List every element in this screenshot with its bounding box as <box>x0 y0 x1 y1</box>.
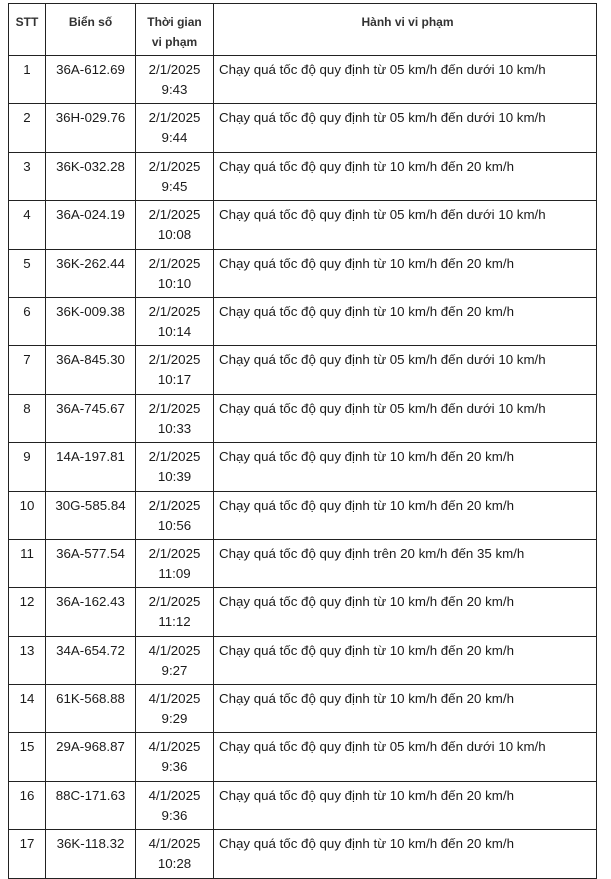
table-row <box>9 685 597 733</box>
cell-violation: Chạy quá tốc độ quy định từ 10 km/h đến 20 km/h <box>214 297 597 345</box>
cell-clock: 10:08 <box>157 227 192 243</box>
cell-stt: 1 <box>9 56 46 104</box>
cell-time <box>136 56 214 104</box>
table-row <box>9 104 597 152</box>
cell-violation: Chạy quá tốc độ quy định từ 05 km/h đến dưới 10 km/h <box>214 104 597 152</box>
cell-violation: Chạy quá tốc độ quy định từ 10 km/h đến 20 km/h <box>214 830 597 878</box>
cell-clock: 9:36 <box>161 807 188 823</box>
cell-plate: 36A-024.19 <box>46 201 136 249</box>
cell-time <box>136 733 214 781</box>
cell-date: 2/1/2025 <box>148 62 201 77</box>
table-row <box>9 443 597 491</box>
cell-violation: Chạy quá tốc độ quy định từ 10 km/h đến 20 km/h <box>214 443 597 491</box>
cell-time <box>136 297 214 345</box>
cell-date: 4/1/2025 <box>148 691 201 707</box>
cell-violation: Chạy quá tốc độ quy định từ 10 km/h đến 20 km/h <box>214 491 597 539</box>
cell-clock: 9:29 <box>161 711 188 727</box>
table-row <box>9 491 597 539</box>
cell-plate: 36A-845.30 <box>46 346 136 394</box>
cell-time <box>136 781 214 829</box>
cell-clock: 11:12 <box>158 614 191 630</box>
cell-time <box>136 201 214 249</box>
cell-plate: 36H-029.76 <box>46 104 136 152</box>
cell-time <box>136 539 214 587</box>
cell-time <box>136 443 214 491</box>
table-row <box>9 636 597 684</box>
cell-clock: 11:09 <box>158 565 191 581</box>
cell-date: 2/1/2025 <box>148 303 201 319</box>
cell-time <box>136 394 214 442</box>
cell-stt: 3 <box>9 152 46 200</box>
cell-time <box>136 249 214 297</box>
cell-clock: 9:44 <box>161 130 188 146</box>
cell-stt: 15 <box>9 733 46 781</box>
cell-plate: 36A-577.54 <box>46 539 136 587</box>
cell-clock: 9:36 <box>161 759 188 775</box>
cell-date: 2/1/2025 <box>148 110 201 126</box>
cell-plate: 36A-162.43 <box>46 588 136 636</box>
cell-stt: 6 <box>9 297 46 345</box>
table-row <box>9 781 597 829</box>
cell-violation: Chạy quá tốc độ quy định từ 10 km/h đến 20 km/h <box>214 152 597 200</box>
cell-violation: Chạy quá tốc độ quy định từ 05 km/h đến dưới 10 km/h <box>214 346 597 394</box>
cell-clock: 9:43 <box>161 82 188 97</box>
cell-plate: 29A-968.87 <box>46 733 136 781</box>
cell-stt: 2 <box>9 104 46 152</box>
cell-violation: Chạy quá tốc độ quy định từ 05 km/h đến dưới 10 km/h <box>214 394 597 442</box>
table-body <box>9 56 597 879</box>
cell-stt: 11 <box>9 539 46 587</box>
cell-time <box>136 588 214 636</box>
cell-time <box>136 152 214 200</box>
cell-plate: 36A-612.69 <box>46 56 136 104</box>
cell-stt: 10 <box>9 491 46 539</box>
cell-date: 2/1/2025 <box>148 497 201 513</box>
cell-clock: 10:39 <box>157 469 192 485</box>
cell-time <box>136 104 214 152</box>
cell-time <box>136 685 214 733</box>
cell-plate: 36K-262.44 <box>46 249 136 297</box>
cell-stt: 7 <box>9 346 46 394</box>
table-row <box>9 201 597 249</box>
cell-stt: 16 <box>9 781 46 829</box>
cell-date: 2/1/2025 <box>148 594 201 610</box>
cell-date: 4/1/2025 <box>148 739 201 755</box>
cell-plate: 36A-745.67 <box>46 394 136 442</box>
cell-stt: 9 <box>9 443 46 491</box>
violations-table <box>8 3 597 879</box>
table-row <box>9 297 597 345</box>
cell-stt: 13 <box>9 636 46 684</box>
header-time <box>136 4 214 56</box>
cell-violation: Chạy quá tốc độ quy định từ 05 km/h đến dưới 10 km/h <box>214 733 597 781</box>
cell-clock: 9:27 <box>161 662 188 678</box>
header-row <box>9 4 597 56</box>
cell-violation: Chạy quá tốc độ quy định từ 05 km/h đến dưới 10 km/h <box>214 56 597 104</box>
table-row <box>9 56 597 104</box>
cell-date: 2/1/2025 <box>148 545 201 561</box>
cell-violation: Chạy quá tốc độ quy định từ 10 km/h đến 20 km/h <box>214 636 597 684</box>
header-time-line1: Thời gian <box>147 15 202 29</box>
cell-stt: 8 <box>9 394 46 442</box>
cell-clock: 10:14 <box>157 323 192 339</box>
cell-plate: 36K-009.38 <box>46 297 136 345</box>
cell-stt: 12 <box>9 588 46 636</box>
table-row <box>9 346 597 394</box>
cell-violation: Chạy quá tốc độ quy định từ 05 km/h đến dưới 10 km/h <box>214 201 597 249</box>
cell-time <box>136 636 214 684</box>
table-row <box>9 152 597 200</box>
header-time-line2: vi phạm <box>151 35 198 49</box>
cell-date: 2/1/2025 <box>148 400 201 416</box>
cell-clock: 10:33 <box>157 420 192 436</box>
cell-date: 2/1/2025 <box>148 158 201 174</box>
cell-violation: Chạy quá tốc độ quy định trên 20 km/h đến 35 km/h <box>214 539 597 587</box>
cell-stt: 5 <box>9 249 46 297</box>
cell-stt: 14 <box>9 685 46 733</box>
table-row <box>9 394 597 442</box>
cell-time <box>136 491 214 539</box>
cell-violation: Chạy quá tốc độ quy định từ 10 km/h đến 20 km/h <box>214 781 597 829</box>
cell-clock: 10:28 <box>157 856 192 872</box>
table-row <box>9 830 597 878</box>
cell-plate: 34A-654.72 <box>46 636 136 684</box>
cell-plate: 30G-585.84 <box>46 491 136 539</box>
cell-time <box>136 830 214 878</box>
cell-date: 4/1/2025 <box>148 787 201 803</box>
cell-plate: 14A-197.81 <box>46 443 136 491</box>
cell-date: 2/1/2025 <box>148 352 201 368</box>
table-row <box>9 539 597 587</box>
cell-violation: Chạy quá tốc độ quy định từ 10 km/h đến 20 km/h <box>214 249 597 297</box>
cell-date: 2/1/2025 <box>148 207 201 223</box>
header-stt: STT <box>9 4 46 56</box>
cell-plate: 61K-568.88 <box>46 685 136 733</box>
cell-date: 4/1/2025 <box>148 836 201 852</box>
cell-date: 2/1/2025 <box>148 255 201 271</box>
cell-plate: 36K-032.28 <box>46 152 136 200</box>
cell-plate: 88C-171.63 <box>46 781 136 829</box>
cell-plate: 36K-118.32 <box>46 830 136 878</box>
cell-clock: 10:56 <box>157 517 192 533</box>
cell-date: 4/1/2025 <box>148 642 201 658</box>
cell-violation: Chạy quá tốc độ quy định từ 10 km/h đến 20 km/h <box>214 685 597 733</box>
header-plate: Biển số <box>46 4 136 56</box>
header-violation: Hành vi vi phạm <box>214 4 597 56</box>
cell-date: 2/1/2025 <box>148 449 201 465</box>
table-row <box>9 588 597 636</box>
table-row <box>9 733 597 781</box>
cell-stt: 4 <box>9 201 46 249</box>
table-row <box>9 249 597 297</box>
cell-clock: 10:17 <box>157 372 192 388</box>
cell-clock: 9:45 <box>161 178 188 194</box>
cell-violation: Chạy quá tốc độ quy định từ 10 km/h đến 20 km/h <box>214 588 597 636</box>
cell-time <box>136 346 214 394</box>
cell-clock: 10:10 <box>157 275 192 291</box>
cell-stt: 17 <box>9 830 46 878</box>
